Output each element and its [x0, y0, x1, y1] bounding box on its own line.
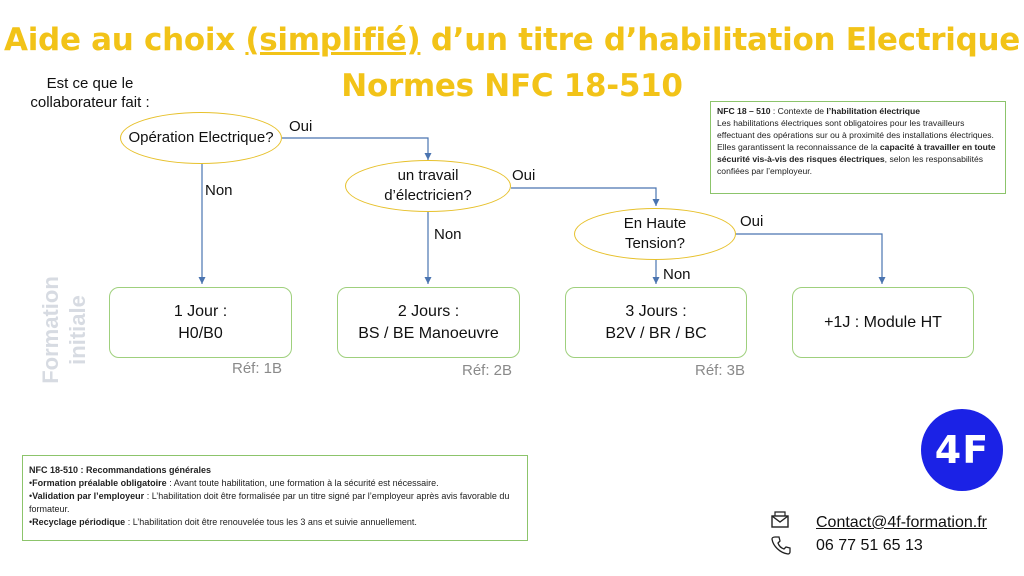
label-non-3: Non — [663, 266, 691, 283]
outcome-module-ht: +1J : Module HT — [792, 287, 974, 358]
page-title: Aide au choix (simplifié) d’un titre d’habilitation Electrique — [4, 22, 1020, 58]
decision-operation-electrique: Opération Electrique? — [120, 112, 282, 164]
ref-2b: Réf: 2B — [462, 362, 513, 379]
side-label-formation-initiale: Formation initiale — [38, 276, 90, 384]
recommendation-item: •Formation préalable obligatoire : Avant toute habilitation, une formation à la sécurité est nécessaire. — [29, 478, 439, 488]
arrow-q1-yes — [282, 138, 428, 160]
page-subtitle: Normes NFC 18-510 — [341, 68, 683, 104]
context-note: NFC 18 – 510 : Contexte de l’habilitation électrique Les habilitations électriques sont obligatoires pour les travailleurs effectuant des opérations sur ou à proximité des installations électriques. Elles garantissent la reconnaissance de la capacité à travailler en toute sécurité vis-à-vis des risques électriques, selon les responsabilités confiées par l’employeur. — [710, 101, 1006, 194]
lead-question: Est ce que le collaborateur fait : — [30, 75, 150, 111]
arrow-q2-yes — [511, 188, 656, 206]
label-oui-3: Oui — [740, 213, 764, 230]
label-oui-2: Oui — [512, 167, 536, 184]
recommendation-item: •Recyclage périodique : L’habilitation doit être renouvelée tous les 3 ans et suivie annuellement. — [29, 517, 417, 527]
contact-email-link[interactable]: Contact@4f-formation.fr — [816, 514, 987, 531]
arrow-q3-yes — [735, 234, 882, 284]
company-logo: 4F — [921, 409, 1003, 491]
recommendations-note: NFC 18-510 : Recommandations générales •Formation préalable obligatoire : Avant toute habilitation, une formation à la sécurité est nécessaire. •Validation par l’employeur : L’habilitation doit être formalisée par un titre signé par l’employeur après avis favorable du formateur. •Recyclage périodique : L’habilitation doit être renouvelée tous les 3 ans et suivie annuellement. — [22, 455, 528, 541]
outcome-3-jours: 3 Jours : B2V / BR / BC — [565, 287, 747, 358]
ref-1b: Réf: 1B — [232, 360, 283, 377]
outcome-2-jours: 2 Jours : BS / BE Manoeuvre — [337, 287, 520, 358]
recommendation-item: •Validation par l’employeur : L’habilitation doit être formalisée par un titre signé par l’employeur après avis favorable du formateur. — [29, 491, 510, 514]
phone-icon — [771, 535, 791, 555]
outcome-1-jour: 1 Jour : H0/B0 — [109, 287, 292, 358]
label-non-2: Non — [434, 226, 462, 243]
envelope-icon — [770, 510, 790, 530]
decision-travail-electricien: un travail d’électricien? — [345, 160, 511, 212]
decision-haute-tension: En Haute Tension? — [574, 208, 736, 260]
ref-3b: Réf: 3B — [695, 362, 746, 379]
contact-phone: 06 77 51 65 13 — [816, 537, 923, 554]
label-non-1: Non — [205, 182, 233, 199]
label-oui-1: Oui — [289, 118, 313, 135]
